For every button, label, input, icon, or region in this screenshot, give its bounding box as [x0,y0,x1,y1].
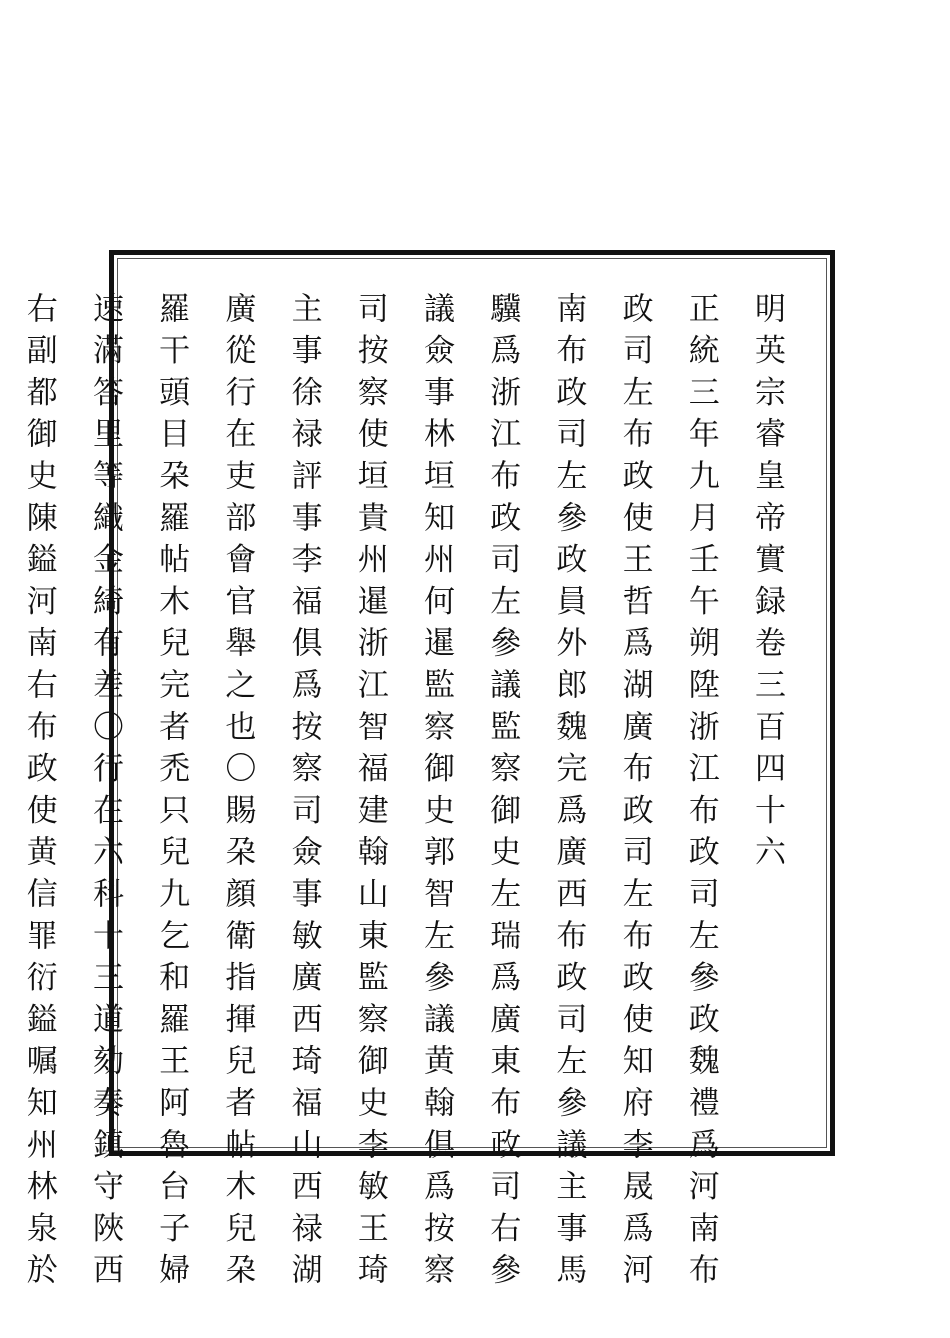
document-title-column: 明英宗睿皇帝實録卷三百四十六 [749,292,785,878]
text-column-1: 正統三年九月壬午朔陞浙江布政司左參政魏禮爲河南布 [682,292,719,1296]
text-column-11: 右副都御史陳鎰河南右布政使黄信罪衍鎰嘱知州林泉於 [20,292,57,1296]
text-column-4: 驥爲浙江布政司左參議監察御史左瑞爲廣東布政司右參 [484,292,521,1296]
text-column-5: 議僉事林垣知州何暹監察御史郭智左參議黄翰俱爲按察 [417,292,454,1296]
text-column-2: 政司左布政使王哲爲湖廣布政司左布政使知府李晟爲河 [616,292,653,1296]
text-column-3: 南布政司左參政員外郎魏完爲廣西布政司左參議主事馬 [550,292,587,1296]
text-column-6: 司按察使垣貴州暹浙江智福建翰山東監察御史李敏王琦 [351,292,388,1296]
text-column-9: 羅干頭目朶羅帖木兒完者禿只兒九乞和羅王阿魯台子婦 [153,292,190,1296]
document-text-body [20,292,800,1296]
text-column-8: 廣從行在吏部會官舉之也〇賜朶顔衛指揮兒者帖木兒朶 [219,292,256,1296]
text-column-10: 速滿答里等織金綺有差〇行在六科十三道劾奏鎮守陜西 [86,292,123,1296]
text-column-7: 主事徐禄評事李福俱爲按察司僉事敏廣西琦福山西禄湖 [285,292,322,1296]
